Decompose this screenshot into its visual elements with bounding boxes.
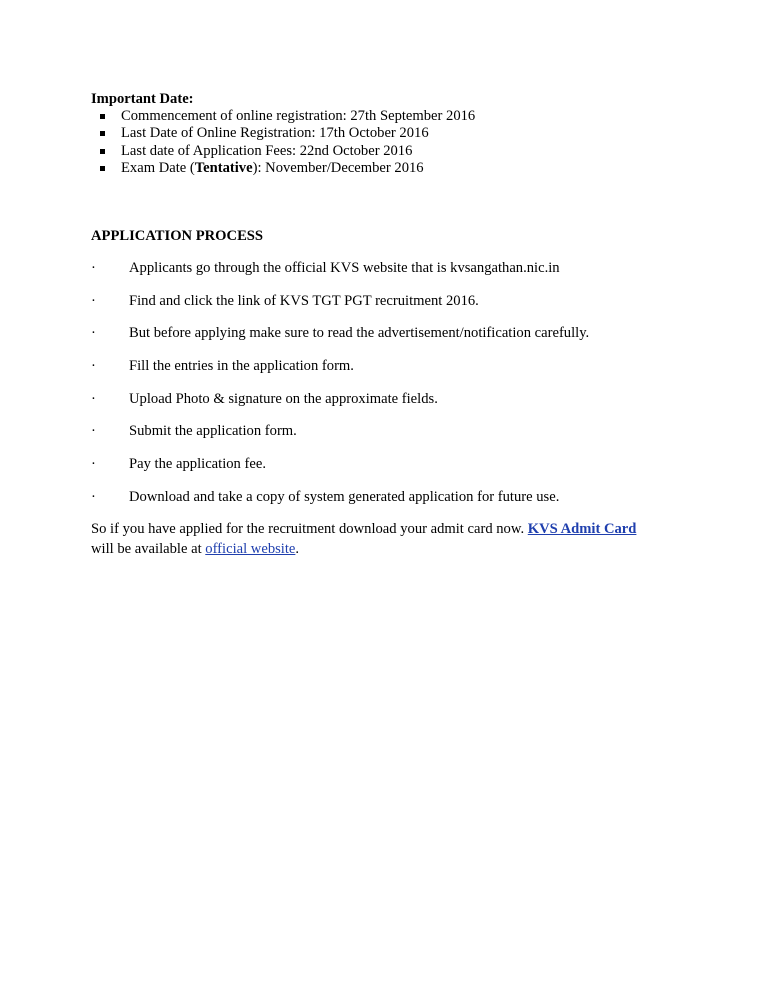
step-text: Upload Photo & signature on the approximate fields.	[129, 390, 438, 407]
square-bullet-icon	[100, 149, 105, 154]
closing-line-2	[91, 539, 691, 559]
date-item-text: Last Date of Online Registration: 17th October 2016	[121, 125, 429, 142]
step-text: Fill the entries in the application form.	[129, 358, 354, 375]
step-text: Submit the application form.	[129, 423, 297, 440]
date-item-text	[121, 160, 424, 177]
dot-bullet-icon: ·	[91, 390, 96, 407]
tentative-label: Tentative	[194, 159, 253, 176]
dot-bullet-icon: ·	[91, 358, 96, 375]
closing-text-2: will be available at	[91, 541, 206, 557]
dot-bullet-icon: ·	[91, 260, 96, 276]
dot-bullet-icon: ·	[91, 325, 96, 342]
closing-text: So if you have applied for the recruitment download your admit card now.	[91, 521, 528, 537]
kvs-admit-card-link[interactable]: KVS Admit Card	[527, 521, 637, 537]
closing-period: .	[295, 541, 300, 557]
step-text: But before applying make sure to read the advertisement/notification carefully.	[129, 325, 590, 342]
application-process-heading: APPLICATION PROCESS	[91, 228, 264, 244]
date-item-text: Commencement of online registration: 27th September 2016	[121, 108, 476, 124]
dot-bullet-icon: ·	[91, 292, 96, 309]
dot-bullet-icon: ·	[91, 423, 96, 440]
closing-paragraph	[91, 519, 691, 559]
step-text: Applicants go through the official KVS website that is kvsangathan.nic.in	[129, 260, 560, 276]
dot-bullet-icon: ·	[91, 488, 96, 505]
step-text: Pay the application fee.	[129, 456, 266, 473]
dot-bullet-icon: ·	[91, 456, 96, 473]
date-item-text: Last date of Application Fees: 22nd October 2016	[121, 142, 413, 159]
important-date-heading: Important Date:	[91, 91, 194, 107]
square-bullet-icon	[100, 166, 105, 171]
square-bullet-icon	[100, 114, 105, 119]
closing-line-1	[91, 519, 691, 539]
official-website-link[interactable]: official website	[205, 541, 296, 557]
step-text: Find and click the link of KVS TGT PGT recruitment 2016.	[129, 292, 479, 309]
step-text: Download and take a copy of system generated application for future use.	[129, 488, 560, 505]
square-bullet-icon	[100, 131, 105, 136]
exam-date-suffix: ): November/December 2016	[252, 159, 424, 176]
exam-date-prefix: Exam Date (	[121, 159, 195, 176]
